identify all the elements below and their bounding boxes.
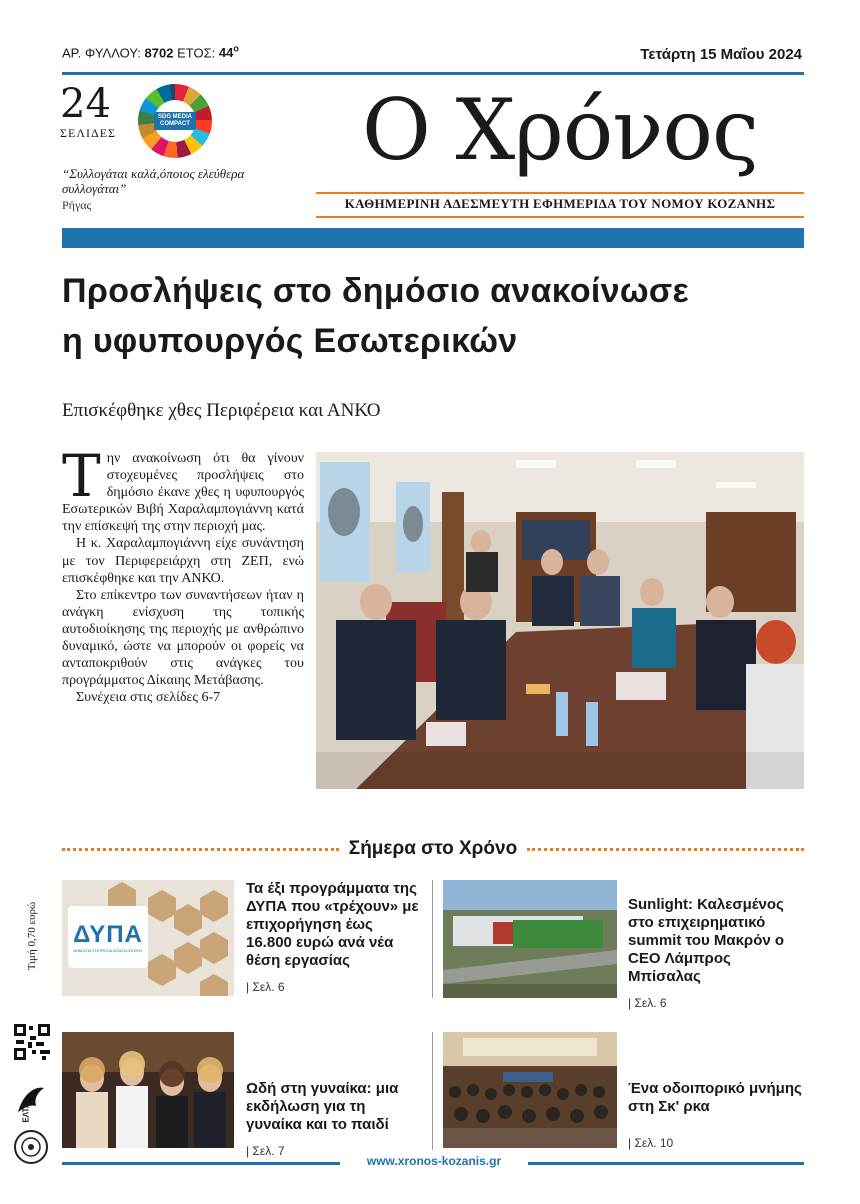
teaser-1-image[interactable] <box>62 880 234 996</box>
newspaper-tagline: ΚΑΘΗΜΕΡΙΝΗ ΑΔΕΣΜΕΥΤΗ ΕΦΗΜΕΡΙΔΑ ΤΟΥ ΝΟΜΟΥ ΚΟΖΑΝΗΣ <box>344 196 776 211</box>
teaser-divider-2 <box>432 1032 433 1150</box>
teaser-3[interactable] <box>246 1080 420 1158</box>
quote-author: Ρήγας <box>62 198 92 212</box>
newspaper-title: Ο Χρόνος <box>361 81 758 179</box>
teaser-2[interactable] <box>628 896 804 1010</box>
teaser-2-title[interactable]: Sunlight: Καλεσμένος στο επιχειρηματικό summit του Μακρόν ο CEO Λάμπρος Μπίσαλας <box>628 896 785 985</box>
lead-subhead: Επισκέφθηκε χθες Περιφέρεια και ΑΝΚΟ <box>62 400 381 421</box>
top-rule <box>62 72 804 75</box>
sdg-badge-text: SDG MEDIA COMPACT <box>154 112 196 130</box>
lead-body <box>62 442 304 706</box>
elta-postal-logo: ΕΛΤΑ <box>14 1082 48 1122</box>
teaser-4-title[interactable]: Ένα οδοιπορικό μνήμης στη Σκ' ρκα <box>628 1080 802 1115</box>
masthead-rule-bottom <box>316 216 804 218</box>
teaser-1[interactable] <box>246 880 420 994</box>
press-seal-icon <box>14 1130 48 1164</box>
dotted-rule-right <box>527 848 804 851</box>
teaser-divider-1 <box>432 880 433 998</box>
teaser-4-page: | Σελ. 10 <box>628 1136 674 1150</box>
issue-label: ΑΡ. ΦΥΛΛΟΥ: <box>62 45 141 61</box>
lead-paragraph-1: Την ανακοίνωση ότι θα γίνουν στοχευμένες προσλήψεις στο δημόσιο έκανε χθες η υφυπουργός Εσωτερικών Βιβή Χαραλαμπογιάννη κατά την επίσκεψή της στην περιοχή μας. <box>62 442 304 535</box>
masthead-quote: “Συλλογάται καλά,όποιος ελεύθερα συλλογάται” <box>62 166 245 196</box>
price-label: Τιμή 0,70 ευρώ <box>26 901 38 971</box>
issue-info <box>62 44 239 60</box>
today-section-header <box>62 838 804 860</box>
issue-date: Τετάρτη 15 Μαΐου 2024 <box>640 46 802 63</box>
page-count: 24 <box>60 81 111 127</box>
sdg-media-compact-logo <box>138 84 212 158</box>
teaser-1-page: | Σελ. 6 <box>246 980 285 994</box>
year-number: $44^o$ <box>218 44 239 61</box>
lead-headline-line1: Προσλήψεις στο δημόσιο ανακοίνωσε <box>62 272 689 310</box>
dypa-logo: ΔΥΠΑ ΔΗΜΟΣΙΑ ΥΠΗΡΕΣΙΑ ΑΠΑΣΧΟΛΗΣΗΣ <box>73 920 143 953</box>
blue-band <box>62 228 804 248</box>
lead-paragraph-2: Η κ. Χαραλαμπογιάννη είχε συνάντηση με τον Περιφερειάρχη στη ΖΕΠ, ενώ επισκέφθηκε και την ΑΝΚΟ. <box>62 536 304 586</box>
teaser-3-title[interactable]: Ωδή στη γυναίκα: μια εκδήλωση για τη γυναίκα και το παιδί <box>246 1080 399 1133</box>
teaser-4-image[interactable] <box>443 1032 617 1148</box>
dropcap: Τ <box>62 442 101 510</box>
year-label: ΕΤΟΣ: <box>177 45 216 61</box>
lead-photo <box>316 452 804 789</box>
teaser-3-image[interactable] <box>62 1032 234 1148</box>
teaser-2-page: | Σελ. 6 <box>628 996 667 1010</box>
lead-headline-line2: η υφυπουργός Εσωτερικών <box>62 322 518 360</box>
footer-website-link[interactable]: www.xronos-kozanis.gr <box>340 1154 528 1168</box>
teaser-2-image[interactable] <box>443 880 617 998</box>
dotted-rule-left <box>62 848 339 851</box>
lead-paragraph-3: Στο επίκεντρο των συναντήσεων ήταν η ανάγκη ενίσχυση της τοπικής αυτοδιοίκησης της περιοχής με ανθρώπινο δυναμικό, ώστε να μπορούν οι φορείς να ανταποκριθούν στις ανάγκες του προγράμματος Δίκαιης Μετάβασης. <box>62 587 304 689</box>
lead-continued[interactable]: Συνέχεια στις σελίδες 6-7 <box>76 690 221 706</box>
masthead-rule-top <box>316 192 804 194</box>
teaser-4[interactable] <box>628 1080 804 1150</box>
qr-code-icon[interactable] <box>12 1022 52 1062</box>
teaser-1-title[interactable]: Τα έξι προγράμματα της ΔΥΠΑ που «τρέχουν» με επιχορήγηση έως 16.800 ευρώ ανά νέα θέση εργασίας <box>246 880 419 969</box>
today-section-title: Σήμερα στο Χρόνο <box>348 838 518 859</box>
teaser-3-page: | Σελ. 7 <box>246 1144 285 1158</box>
issue-number: 8702 <box>144 45 174 61</box>
page-count-label: ΣΕΛΙΔΕΣ <box>60 126 117 140</box>
lead-headline[interactable] <box>62 266 804 366</box>
